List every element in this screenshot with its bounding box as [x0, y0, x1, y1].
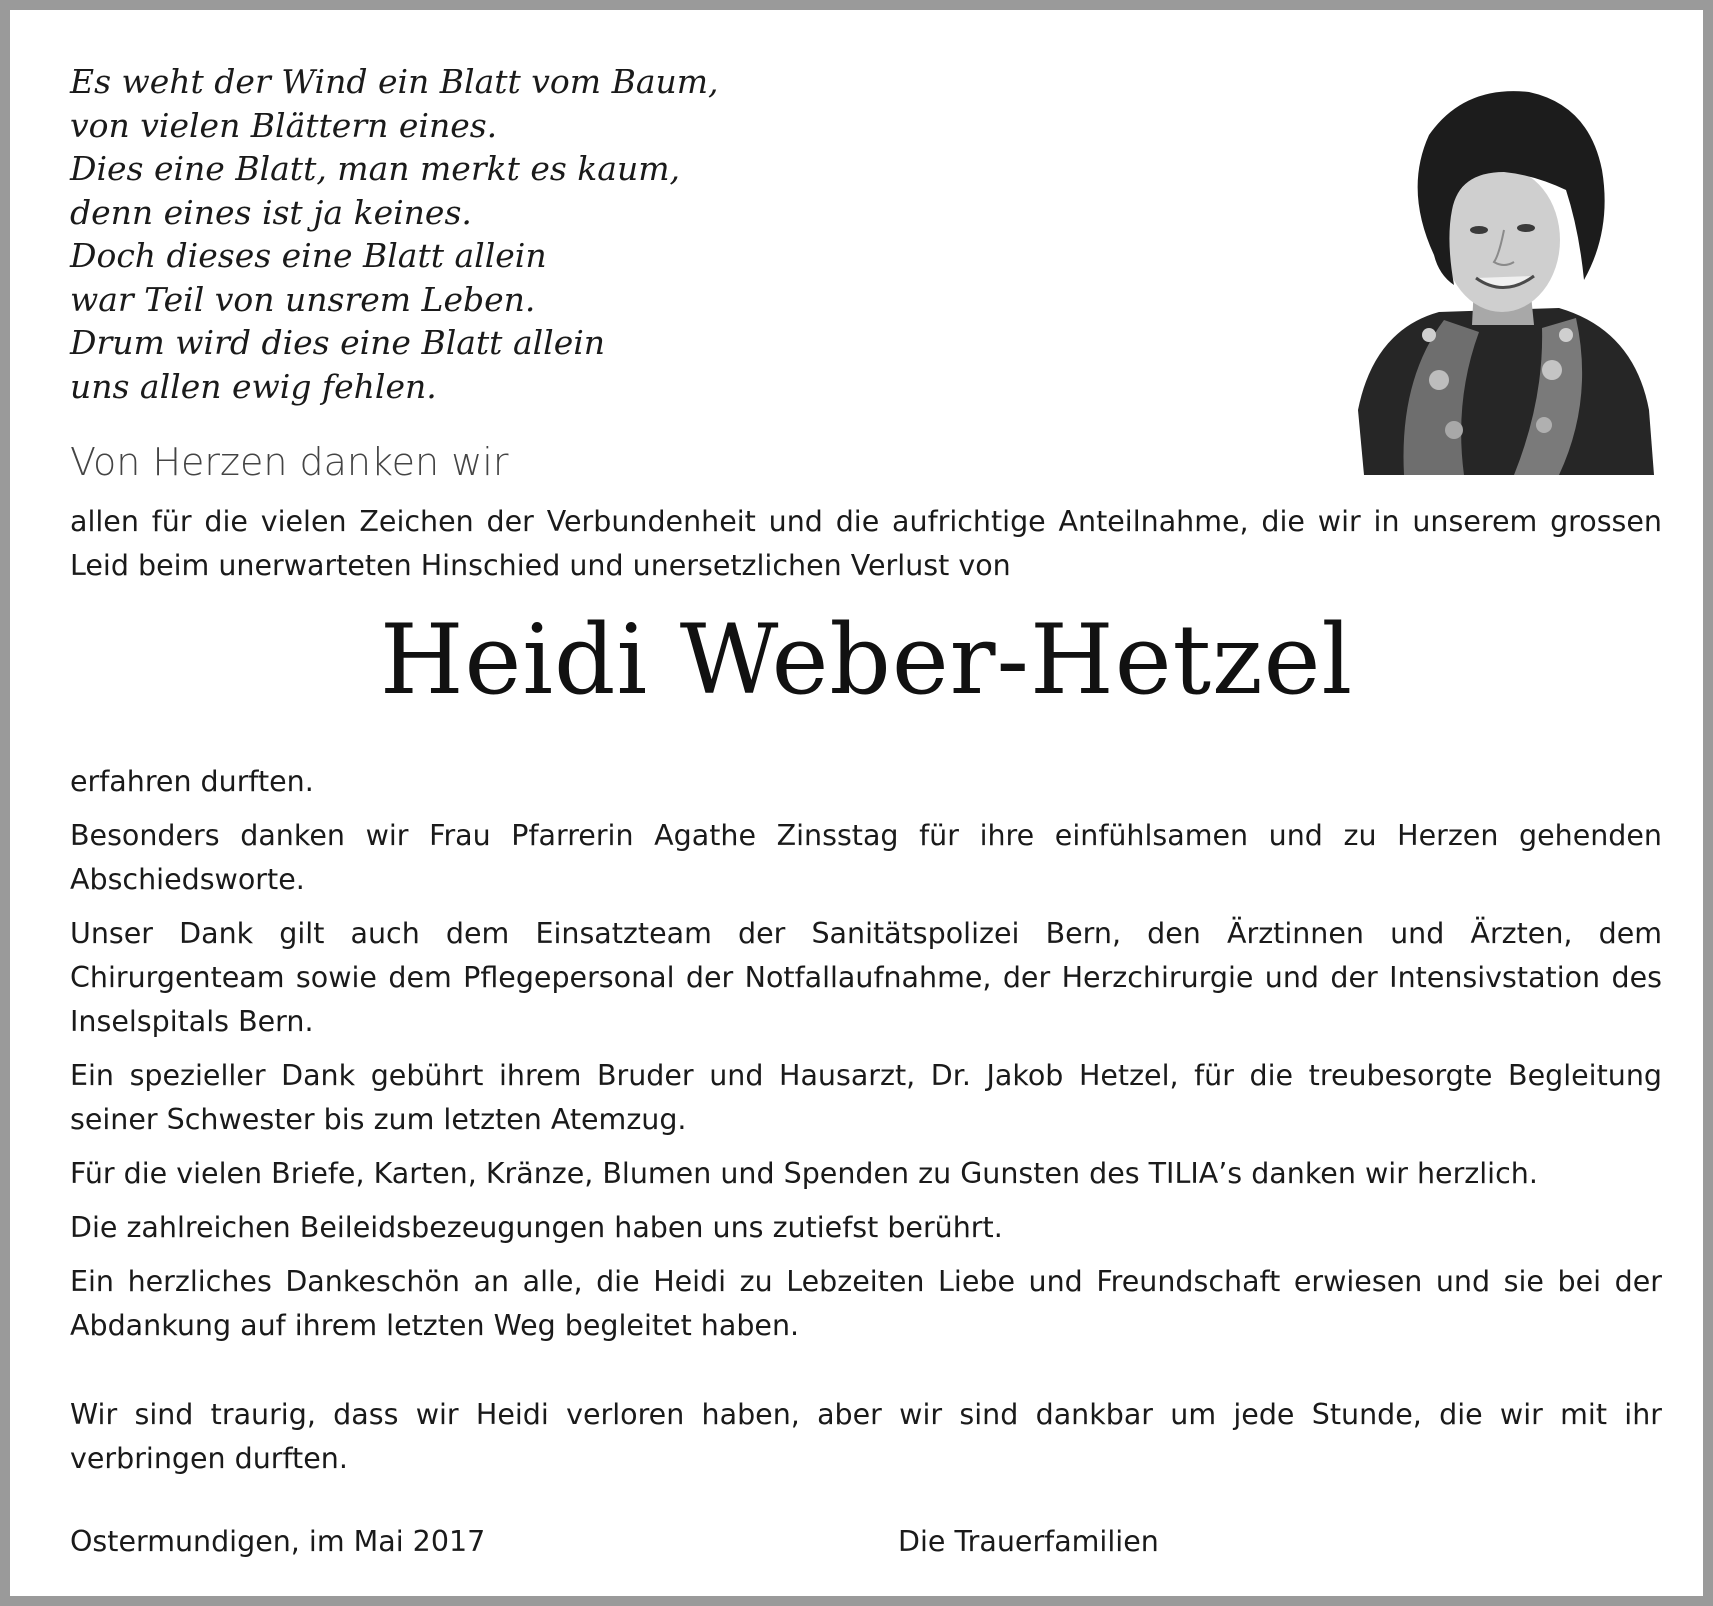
poem-line: Dies eine Blatt, man merkt es kaum, [70, 149, 681, 188]
deceased-name: Heidi Weber-Hetzel [379, 604, 1354, 716]
poem-line: uns allen ewig fehlen. [70, 366, 437, 406]
paragraph: Ein spezieller Dank gebührt ihrem Bruder und Hausarzt, Dr. Jakob Hetzel, für die treubesorgte Begleitung seiner Schwester bis zum letzten Atemzug. [70, 1059, 1662, 1136]
poem-line: denn eines ist ja keines. [70, 192, 472, 232]
portrait-illustration [1344, 80, 1656, 475]
paragraph: Die zahlreichen Beileidsbezeugungen haben uns zutiefst berührt. [70, 1211, 1003, 1244]
paragraph: Ein herzliches Dankeschön an alle, die Heidi zu Lebzeiten Liebe und Freundschaft erwiesen und sie bei der Abdankung auf ihrem letzten Weg begleitet haben. [70, 1265, 1662, 1342]
poem-line: Drum wird dies eine Blatt allein [70, 323, 606, 362]
poem-line: war Teil von unsrem Leben. [70, 279, 536, 319]
paragraph: erfahren durften. [70, 765, 314, 798]
signature: Die Trauerfamilien [898, 1525, 1159, 1558]
thanks-paragraphs [70, 760, 1662, 1358]
portrait-photo [1344, 80, 1656, 475]
poem [70, 60, 830, 408]
intro-paragraph: allen für die vielen Zeichen der Verbundenheit und die aufrichtige Anteilnahme, die wir in unserem grossen Leid beim unerwarteten Hinschied und unersetzlichen Verlust von [70, 505, 1662, 582]
poem-line: von vielen Blättern eines. [70, 105, 498, 145]
greeting-heading: Von Herzen danken wir [70, 440, 509, 484]
place-date: Ostermundigen, im Mai 2017 [70, 1525, 486, 1558]
paragraph: Besonders danken wir Frau Pfarrerin Agathe Zinsstag für ihre einfühlsamen und zu Herzen gehenden Abschiedsworte. [70, 819, 1662, 896]
poem-line: Es weht der Wind ein Blatt vom Baum, [70, 62, 719, 101]
paragraph: Unser Dank gilt auch dem Einsatzteam der Sanitätspolizei Bern, den Ärztinnen und Ärzten, dem Chirurgenteam sowie dem Pflegepersonal der Notfallaufnahme, der Herzchirurgie und der Intensivstation des Inselspitals Bern. [70, 917, 1662, 1038]
paragraph: Für die vielen Briefe, Karten, Kränze, Blumen und Spenden zu Gunsten des TILIA’s danken wir herzlich. [70, 1157, 1538, 1190]
closing-paragraph: Wir sind traurig, dass wir Heidi verloren haben, aber wir sind dankbar um jede Stunde, die wir mit ihr verbringen durften. [70, 1398, 1662, 1475]
poem-line: Doch dieses eine Blatt allein [70, 236, 547, 275]
